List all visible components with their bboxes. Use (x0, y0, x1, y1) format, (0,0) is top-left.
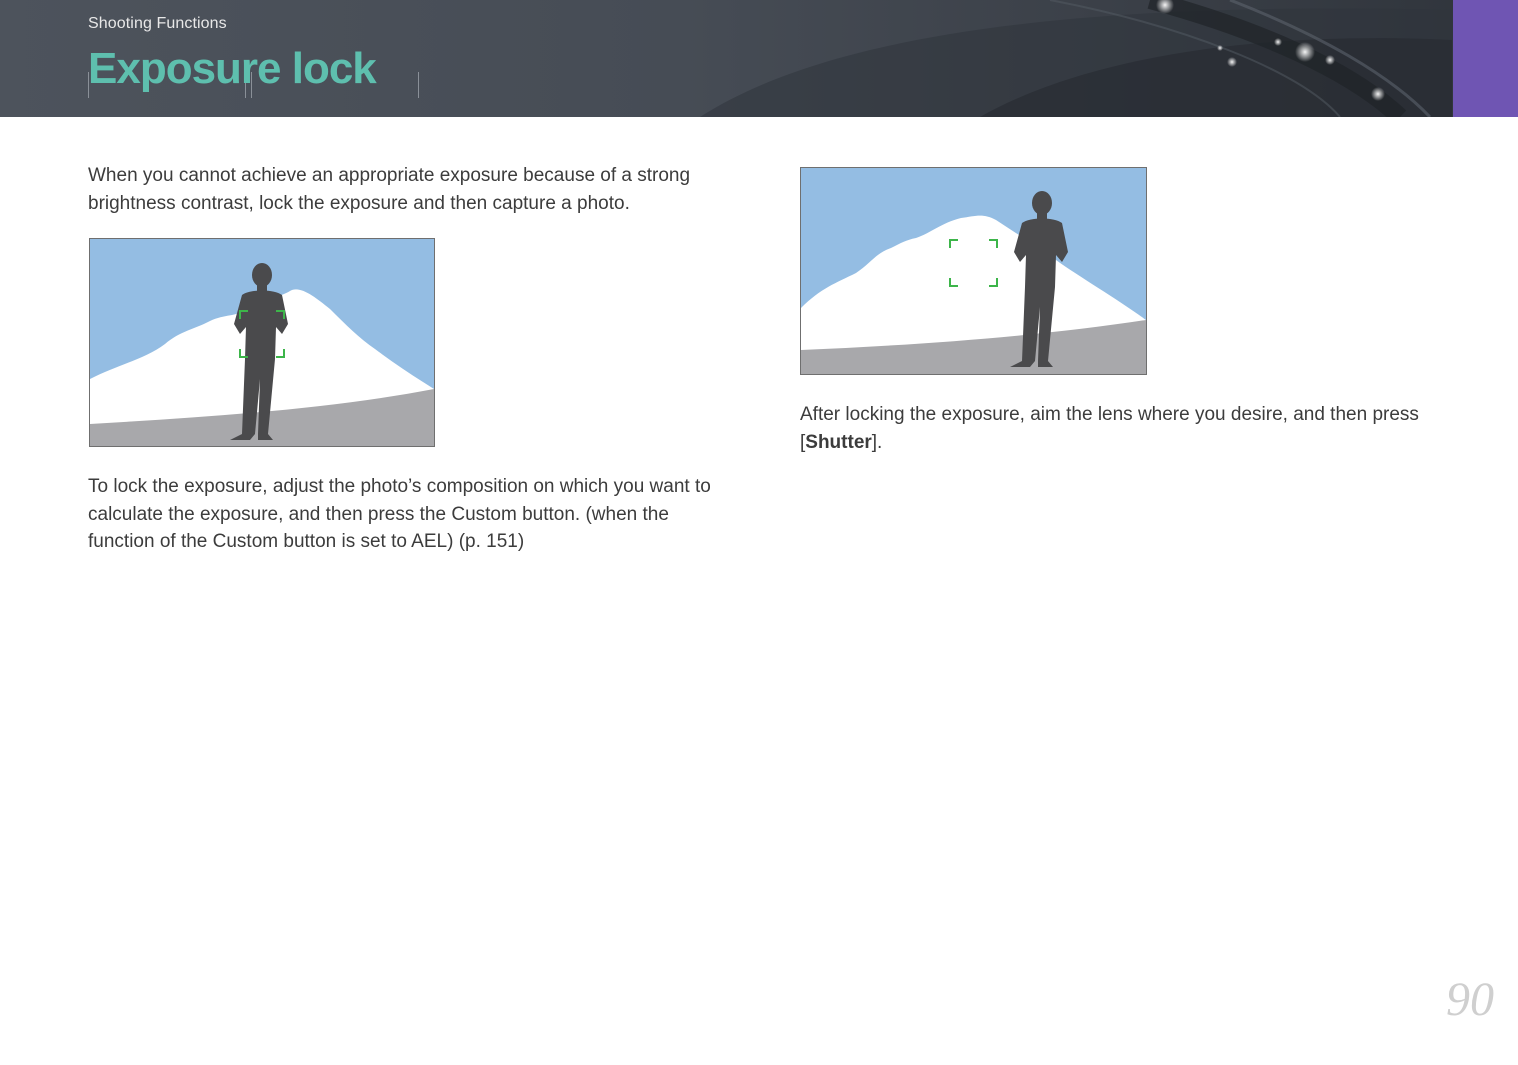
page-title: Exposure lock (88, 44, 376, 93)
step2-text-before: After locking the exposure, aim the lens where you desire, and then press [ (800, 404, 1419, 453)
shutter-key-label: Shutter (805, 431, 872, 453)
step1-paragraph: To lock the exposure, adjust the photo’s composition on which you want to calculate the exposure, and then press the Custom button. (when the function of the Custom button is set to AEL) (p. 151) (88, 476, 711, 552)
page-number: 90 (1446, 973, 1494, 1026)
step2-paragraph (800, 401, 1460, 456)
illustration-metering-on-person (89, 238, 435, 447)
chapter-tab (1453, 0, 1518, 117)
intro-paragraph: When you cannot achieve an appropriate exposure because of a strong brightness contrast, lock the exposure and then capture a photo. (88, 165, 691, 214)
section-label: Shooting Functions (88, 15, 227, 32)
step2-text-after: ]. (871, 431, 883, 453)
illustration-recomposed (800, 167, 1147, 375)
header-banner (0, 0, 1518, 117)
